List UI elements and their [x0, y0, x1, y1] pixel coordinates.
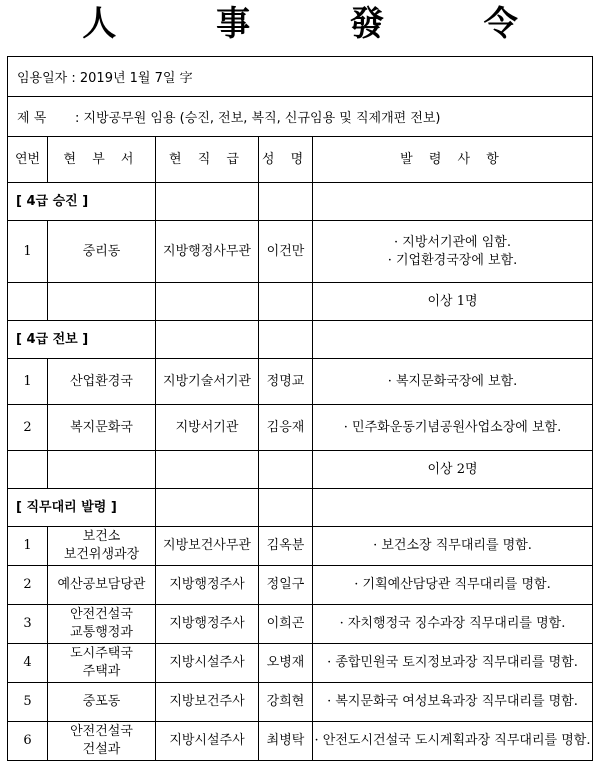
department-line: 중포동: [82, 694, 121, 709]
department-line: 안전건설국: [70, 607, 133, 622]
person-name: 강희현: [259, 683, 313, 722]
appointment-details: [313, 405, 593, 451]
row-number: 6: [8, 722, 48, 761]
empty-cell: [156, 183, 259, 221]
current-grade: 지방시설주사: [156, 644, 259, 683]
empty-cell: [156, 489, 259, 527]
empty-cell: [313, 489, 593, 527]
section-header-row: [8, 321, 593, 359]
detail-line: · 민주화운동기념공원사업소장에 보함.: [343, 419, 562, 435]
person-name: 정일구: [259, 566, 313, 605]
detail-line: · 기획예산담당관 직무대리를 명함.: [354, 577, 551, 592]
department-line: 예산공보담당관: [57, 577, 146, 592]
empty-cell: [156, 451, 259, 489]
table-body: [8, 183, 593, 761]
current-grade: 지방보건사무관: [156, 527, 259, 566]
appointment-details: [313, 644, 593, 683]
empty-cell: [313, 183, 593, 221]
detail-line: · 보건소장 직무대리를 명함.: [373, 538, 532, 553]
current-department: [48, 683, 156, 722]
detail-line: · 안전도시건설국 도시계획과장 직무대리를 명함.: [314, 733, 591, 748]
table-row: [8, 683, 593, 722]
table-row: [8, 605, 593, 644]
department-line: 보건위생과장: [63, 547, 140, 562]
row-number: 5: [8, 683, 48, 722]
row-number: 4: [8, 644, 48, 683]
section-title: [ 4급 전보 ]: [8, 321, 156, 359]
current-grade: 지방보건주사: [156, 683, 259, 722]
current-grade: 지방행정사무관: [156, 221, 259, 283]
department-line: 보건소: [82, 529, 121, 544]
appointment-details: [313, 359, 593, 405]
col-header-name: 성 명: [259, 137, 313, 183]
empty-cell: [259, 283, 313, 321]
current-department: [48, 527, 156, 566]
detail-line: · 종합민원국 토지정보과장 직무대리를 명함.: [327, 655, 578, 670]
empty-cell: [259, 489, 313, 527]
current-department: [48, 605, 156, 644]
table-row: [8, 644, 593, 683]
appointment-details: [313, 566, 593, 605]
current-department: [48, 359, 156, 405]
section-header-row: [8, 489, 593, 527]
detail-line: · 복지문화국장에 보함.: [387, 373, 518, 389]
empty-cell: [48, 283, 156, 321]
person-name: 이건만: [259, 221, 313, 283]
empty-cell: [259, 321, 313, 359]
summary-count: 이상 1명: [313, 283, 593, 321]
department-line: 복지문화국: [70, 419, 133, 435]
current-department: [48, 644, 156, 683]
detail-line: · 지방서기관에 임함.: [394, 234, 511, 250]
document-title: 人 事 發 令: [82, 4, 562, 44]
department-line: 도시주택국: [70, 646, 133, 661]
current-department: [48, 405, 156, 451]
row-number: 2: [8, 405, 48, 451]
table-row: [8, 566, 593, 605]
appointment-details: [313, 722, 593, 761]
effective-date: 임용일자 : 2019년 1월 7일 字: [17, 71, 193, 86]
section-header-row: [8, 183, 593, 221]
current-department: [48, 221, 156, 283]
person-name: 김응재: [259, 405, 313, 451]
col-header-no: 연번: [8, 137, 48, 183]
department-line: 주택과: [82, 664, 121, 679]
appointment-details: [313, 221, 593, 283]
summary-row: [8, 283, 593, 321]
row-number: 2: [8, 566, 48, 605]
person-name: 이희곤: [259, 605, 313, 644]
table-row: [8, 722, 593, 761]
detail-line: · 복지문화국 여성보육과장 직무대리를 명함.: [327, 694, 578, 709]
person-name: 정명교: [259, 359, 313, 405]
subject-label: 제 목: [17, 111, 47, 126]
effective-date-box: [7, 56, 593, 96]
current-department: [48, 566, 156, 605]
table-header-row: [8, 137, 593, 183]
current-grade: 지방행정주사: [156, 566, 259, 605]
subject-box: [7, 96, 593, 136]
appointment-table: [7, 136, 593, 761]
person-name: 오병재: [259, 644, 313, 683]
table-row: [8, 527, 593, 566]
empty-cell: [259, 451, 313, 489]
current-grade: 지방행정주사: [156, 605, 259, 644]
detail-line: · 자치행정국 징수과장 직무대리를 명함.: [339, 616, 566, 631]
empty-cell: [8, 283, 48, 321]
person-name: 김옥분: [259, 527, 313, 566]
department-line: 중리동: [82, 243, 121, 259]
col-header-details: 발 령 사 항: [313, 137, 593, 183]
current-department: [48, 722, 156, 761]
empty-cell: [313, 321, 593, 359]
current-grade: 지방서기관: [156, 405, 259, 451]
appointment-details: [313, 683, 593, 722]
section-title: [ 직무대리 발령 ]: [8, 489, 156, 527]
empty-cell: [156, 283, 259, 321]
section-title: [ 4급 승진 ]: [8, 183, 156, 221]
col-header-grade: 현 직 급: [156, 137, 259, 183]
current-grade: 지방시설주사: [156, 722, 259, 761]
empty-cell: [8, 451, 48, 489]
table-row: [8, 405, 593, 451]
row-number: 1: [8, 359, 48, 405]
empty-cell: [48, 451, 156, 489]
empty-cell: [156, 321, 259, 359]
appointment-details: [313, 605, 593, 644]
row-number: 1: [8, 527, 48, 566]
department-line: 건설과: [82, 742, 121, 757]
row-number: 1: [8, 221, 48, 283]
table-row: [8, 221, 593, 283]
appointment-details: [313, 527, 593, 566]
current-grade: 지방기술서기관: [156, 359, 259, 405]
subject-text: : 지방공무원 임용 (승진, 전보, 복직, 신규임용 및 직제개편 전보): [75, 111, 441, 126]
row-number: 3: [8, 605, 48, 644]
person-name: 최병탁: [259, 722, 313, 761]
department-line: 산업환경국: [70, 373, 133, 389]
col-header-dept: 현 부 서: [48, 137, 156, 183]
summary-row: [8, 451, 593, 489]
table-row: [8, 359, 593, 405]
empty-cell: [259, 183, 313, 221]
department-line: 교통행정과: [70, 625, 133, 640]
department-line: 안전건설국: [70, 724, 133, 739]
summary-count: 이상 2명: [313, 451, 593, 489]
detail-line: · 기업환경국장에 보함.: [387, 252, 518, 268]
